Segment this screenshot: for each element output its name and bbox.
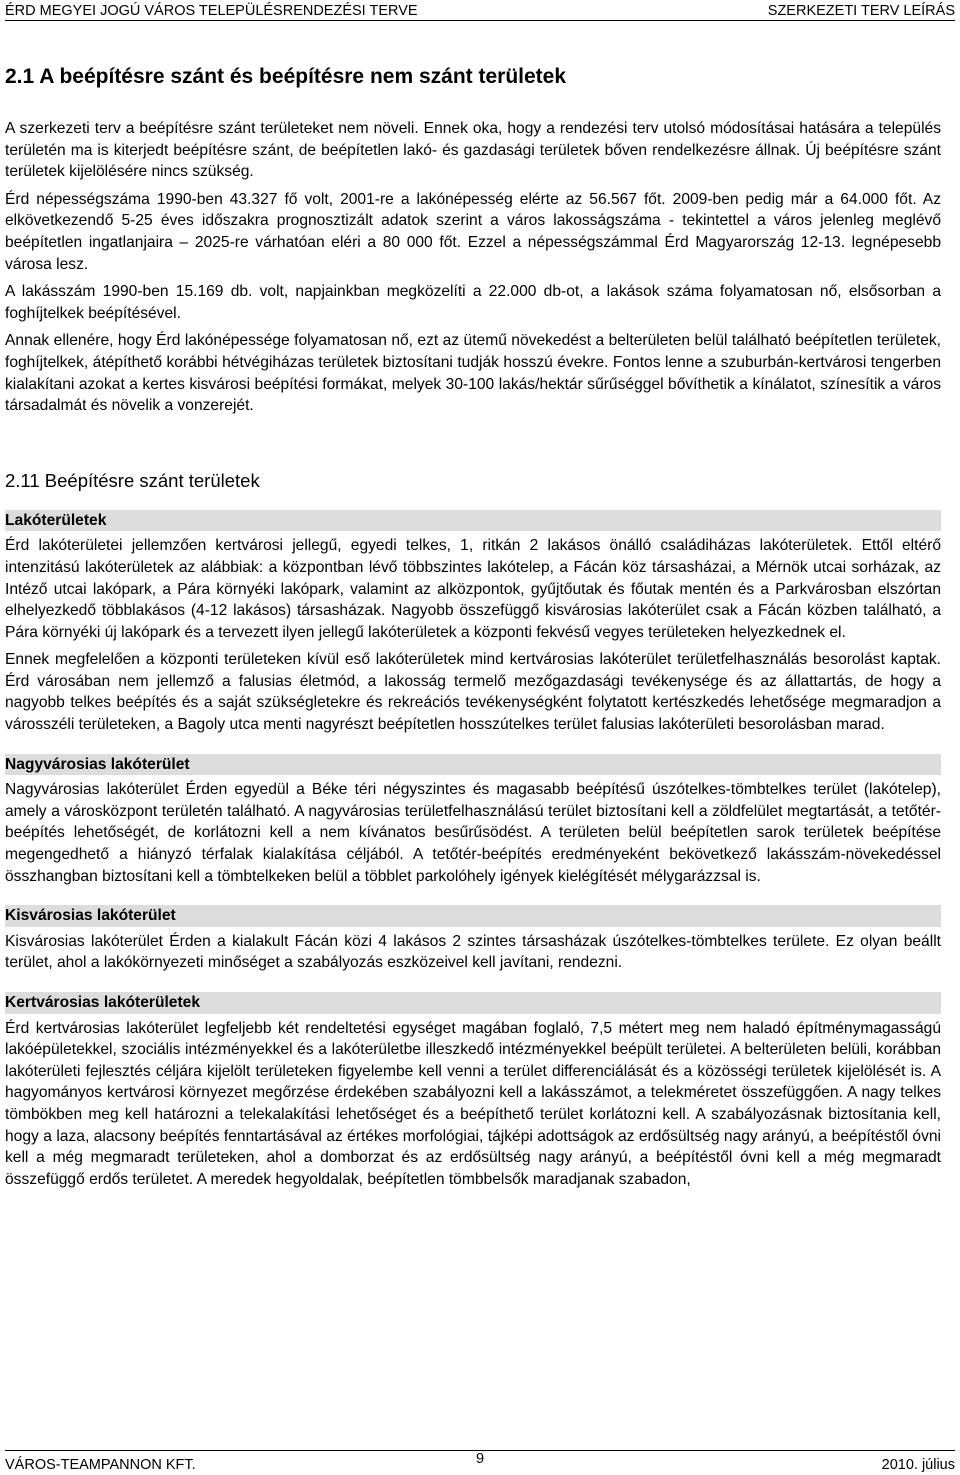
page-footer <box>5 1450 955 1475</box>
subsection-title: 2.11 Beépítésre szánt területek <box>5 469 260 491</box>
paragraph: Nagyvárosias lakóterület Érden egyedül a Béke téri négyszintes és magasabb beépítésű úszótelkes-tömbtelkes terület (lakótelep), amely a városközpont területén található. A nagyvárosias területfelhasználású terület biztosítani kell a zöldfelület megtartását, a tetőtér-beépítés lehetőségét, de korlátozni kell a nem kívánatos besűrűsödést. A területen belül beépítetlen sarok területek beépítése megengedhető a hiányzó térfalak kialakítása céljából. A tetőtér-beépítés eredményeként bekövetkező lakásszám-növekedéssel összhangban biztosítani kell a tömbtelkeken belül a többlet parkolóhely igények kielégítését mélygarázzsal is. <box>5 781 941 885</box>
page-header <box>5 2 955 21</box>
block-heading: Lakóterületek <box>5 510 941 532</box>
paragraph: Ennek megfelelően a központi területeken kívül eső lakóterületek mind kertvárosias lakóterület területfelhasználás besorolást kaptak. Érd városában nem jellemző a falusias életmód, a lakosság termelő mezőgazdasági tevékenysége és az állattartás, de hogy a nagyobb telkes beépítés és a saját szükségletekre és rekreációs tevékenységként folytatott kertészkedés lehetősége megmaradjon a városszéli területeken, a Bagoly utca menti nagyrészt beépítetlen hosszútelkes terület falusias lakóterületi besorolásban marad. <box>5 651 941 734</box>
paragraph: Érd lakóterületei jellemzően kertvárosi jellegű, egyedi telkes, 1, ritkán 2 lakásos önálló családiházas lakóterületek. Ettől eltérő intenzitású lakóterületek az alábbiak: a központban lévő többszintes lakótelep, a Fácán köz társasházai, a Mérnök utcai sorházak, az Intéző utcai lakópark, a Pára környéki lakópark, valamint az alközpontok, gyűjtőutak és főutak mentén és a Parkvárosban elszórtan elhelyezkedő többlakásos (4-12 lakásos) társasházak. Nagyobb összefüggő kisvárosias lakóterület csak a Fácán közben található, a Pára környéki új lakópark és a tervezett ilyen jellegű lakóterületek a központi fekvésű vegyes területeken helyezkednek el. <box>5 537 941 641</box>
block-heading: Kisvárosias lakóterület <box>5 905 941 927</box>
header-document-title: ÉRD MEGYEI JOGÚ VÁROS TELEPÜLÉSRENDEZÉSI TERVE <box>5 3 418 19</box>
paragraph: Kisvárosias lakóterület Érden a kialakult Fácán közi 4 lakásos 2 szintes társasházak úszótelkes-tömbtelkes területe. Ez olyan beállt terület, ahol a lakókörnyezeti minőséget a szabályozás eszközeivel kell javítani, rendezni. <box>5 932 941 972</box>
paragraph: A lakásszám 1990-ben 15.169 db. volt, napjainkban megközelíti a 22.000 db-ot, a lakások száma folyamatosan nő, elsősorban a foghíjtelkek beépítésével. <box>5 283 941 322</box>
footer-date: 2010. július <box>881 1457 955 1473</box>
paragraph: Annak ellenére, hogy Érd lakónépessége folyamatosan nő, ezt az ütemű növekedést a belterületen belül található beépítetlen területek, foghíjtelkek, átépíthető korábbi hétvégiházas területek biztosítani tudják hosszú évekre. Fontos lenne a szuburbán-kertvárosi tengerben kialakítani azokat a kertes kisvárosi beépítési formákat, melyek 30-100 lakás/hektár sűrűséggel bővíthetik a kínálatot, színesítik a város társadalmát és növelik a vonzerejét. <box>5 332 941 415</box>
paragraph: Érd népességszáma 1990-ben 43.327 fő volt, 2001-re a lakónépesség elérte az 56.567 főt. 2009-ben pedig már a 64.000 főt. Az elkövetkezendő 5-25 éves időszakra prognosztizált adatok szerint a város lakosságszáma - tekintettel a város jelenleg meglévő beépítetlen ingatlanjaira – 2025-re várhatóan eléri a 80 000 főt. Ezzel a népességszámmal Érd Magyarország 12-13. legnépesebb városa lesz. <box>5 190 941 273</box>
block-heading: Nagyvárosias lakóterület <box>5 754 941 776</box>
page-number: 9 <box>475 1451 485 1467</box>
block-heading: Kertvárosias lakóterületek <box>5 992 941 1014</box>
page-content <box>5 64 941 1190</box>
paragraph: A szerkezeti terv a beépítésre szánt területeket nem növeli. Ennek oka, hogy a rendezési terv utolsó módosításai hatására a település területén ma is kiterjedt beépítésre szánt, de beépítetlen lakó- és gazdasági területek bőven rendelkezésre állnak. Új beépítésre szánt területek kijelölésére nincs szükség. <box>5 120 941 181</box>
section-title: 2.1 A beépítésre szánt és beépítésre nem szánt területek <box>5 65 567 88</box>
paragraph: Érd kertvárosias lakóterület legfeljebb két rendeltetési egységet magában foglaló, 7,5 métert meg nem haladó építménymagasságú lakóépületekkel, szociális intézményekkel és a lakóterületbe illeszkedő intézményekkel beépült területei. A belterületen belüli, korábban lakóterületi fejlesztés céljára kijelölt területeken figyelembe kell venni a terület differenciálását és a közösségi területek kijelölését is. A hagyományos kertvárosi környezet megőrzése érdekében szabályozni kell a lakásszámot, a telekméretet összefüggően. A nagy telkes tömbökben meg kell határozni a telekalakítási lehetőséget és a beépíthető terület korlátozni kell. A szabályozásnak biztosítania kell, hogy a laza, alacsony beépítés fenntartásával az értékes morfológiai, tájképi adottságok az erdősültség nagy arányú, a beépítéstől óvni kell a még megmaradt területeken, ahol a domborzat és az erdősültség nagy arányú, a beépítéstől óvni kell a még megmaradt összefüggő erdős területet. A meredek hegyoldalak, beépítetlen tömbbelsők maradjanak szabadon, <box>5 1019 941 1188</box>
footer-company: VÁROS-TEAMPANNON KFT. <box>5 1457 196 1473</box>
header-section-title: SZERKEZETI TERV LEÍRÁS <box>767 3 955 19</box>
